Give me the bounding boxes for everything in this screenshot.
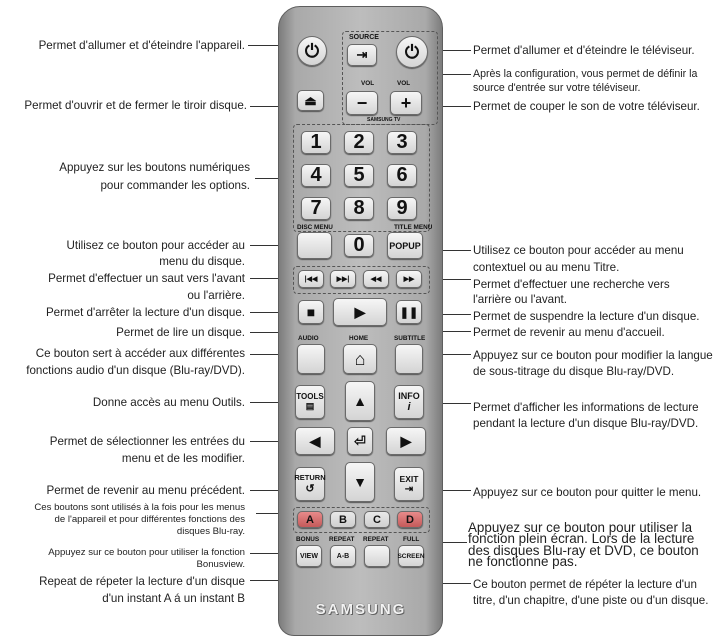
search-forward-button[interactable] — [396, 270, 422, 288]
label-source-1: Après la configuration, vous permet de définir la — [473, 68, 698, 80]
fast-forward-icon: ▶▶ — [403, 276, 415, 283]
label-audio-2: fonctions audio d'un disque (Blu-ray/DVD). — [26, 364, 245, 377]
pause-button[interactable] — [396, 300, 422, 324]
source-button[interactable] — [347, 44, 377, 66]
digit-0-button[interactable]: 0 — [344, 234, 374, 257]
label-bonusview-2: Bonusview. — [196, 559, 245, 570]
title-menu-label: TITLE MENU — [394, 224, 433, 231]
label-nav-1: Permet de sélectionner les entrées du — [49, 435, 245, 448]
c-button[interactable]: C — [364, 511, 390, 528]
source-label: SOURCE — [349, 34, 379, 41]
label-home: Permet de revenir au menu d'accueil. — [473, 326, 665, 339]
audio-label: AUDIO — [298, 335, 319, 342]
digit-9-button[interactable]: 9 — [387, 197, 417, 220]
digit-7-button[interactable]: 7 — [301, 197, 331, 220]
label-subtitle-2: de sous-titrage du disque Blu-ray/DVD. — [473, 365, 675, 378]
remote-control — [278, 6, 443, 636]
label-repeat-ab-2: d'un instant A á un instant B — [102, 592, 245, 605]
label-nav-2: menu et de les modifier. — [121, 452, 245, 465]
exit-icon: ⇥ — [404, 483, 414, 495]
enter-button[interactable] — [347, 427, 373, 455]
label-fullscreen-2: fonction plein écran. Lors de la lecture — [468, 531, 695, 546]
skip-back-icon: |◀◀ — [304, 276, 318, 283]
label-fullscreen-1: Appuyez sur ce bouton pour utiliser la — [468, 520, 693, 535]
digit-4-button[interactable]: 4 — [301, 164, 331, 187]
label-return: Permet de revenir au menu précédent. — [46, 484, 245, 497]
rewind-icon: ◀◀ — [370, 276, 382, 283]
exit-label: EXIT — [399, 473, 419, 484]
label-popup-1: Utilisez ce bouton pour accéder au menu — [473, 244, 684, 257]
up-arrow-icon: ▲ — [353, 393, 367, 409]
label-mute: Permet de couper le son de votre téléviseur. — [473, 100, 700, 113]
d-button[interactable]: D — [397, 511, 423, 528]
stop-icon: ■ — [306, 304, 316, 320]
enter-icon: ⏎ — [354, 432, 366, 449]
label-repeat-1: Ce bouton permet de répéter la lecture d'un — [473, 578, 697, 591]
label-disc-menu-1: Utilisez ce bouton pour accéder au — [66, 239, 245, 252]
b-button[interactable]: B — [330, 511, 356, 528]
label-search-1: Permet d'effectuer une recherche vers — [473, 278, 670, 291]
subtitle-button[interactable] — [395, 344, 423, 374]
label-eject: Permet d'ouvrir et de fermer le tiroir disque. — [24, 99, 247, 112]
power-button[interactable] — [297, 36, 327, 66]
tv-power-button[interactable] — [396, 36, 428, 68]
a-button[interactable]: A — [297, 511, 323, 528]
subtitle-label: SUBTITLE — [394, 335, 426, 342]
label-skip-1: Permet d'effectuer un saut vers l'avant — [48, 272, 245, 285]
label-fullscreen-3: des disques Blu-ray et DVD, ce bouton — [468, 543, 699, 558]
left-arrow-button[interactable] — [295, 427, 335, 455]
label-disc-menu-2: menu du disque. — [159, 255, 245, 268]
right-arrow-icon: ▶ — [400, 432, 412, 449]
samsung-tv-label: SAMSUNG TV — [367, 117, 401, 123]
minus-icon: − — [356, 92, 368, 113]
label-popup-2: contextuel ou au menu Titre. — [473, 261, 620, 274]
label-numeric-1: Appuyez sur les boutons numériques — [59, 161, 250, 174]
play-button[interactable] — [333, 298, 387, 326]
label-info-2: pendant la lecture d'un disque Blu-ray/DVD. — [473, 417, 699, 430]
stop-button[interactable] — [298, 300, 324, 324]
label-repeat-ab-1: Repeat de répeter la lecture d'un disque — [39, 575, 245, 588]
label-power-tv: Permet d'allumer et d'éteindre le téléviseur. — [473, 44, 695, 57]
label-power-device: Permet d'allumer et d'éteindre l'appareil. — [38, 39, 245, 52]
return-label: RETURN — [294, 473, 326, 482]
bonus-label: BONUS — [296, 536, 320, 543]
up-arrow-button[interactable] — [345, 381, 375, 421]
info-button[interactable] — [394, 385, 424, 419]
power-icon: ⏻ — [304, 40, 320, 61]
right-arrow-button[interactable] — [386, 427, 426, 455]
skip-forward-button[interactable] — [330, 270, 356, 288]
repeat-label: REPEAT — [329, 536, 355, 543]
pause-icon: ❚❚ — [399, 306, 419, 319]
down-arrow-button[interactable] — [345, 462, 375, 502]
label-play: Permet de lire un disque. — [116, 326, 245, 339]
play-icon: ▶ — [354, 303, 366, 320]
tools-icon: ▤ — [305, 401, 315, 411]
skip-forward-icon: ▶▶| — [336, 276, 350, 283]
home-label: HOME — [349, 335, 369, 342]
digit-3-button[interactable]: 3 — [387, 131, 417, 154]
return-icon: ↺ — [305, 483, 315, 495]
full-screen-button[interactable]: SCREEN — [398, 545, 424, 567]
label-numeric-2: pour commander les options. — [100, 179, 250, 192]
label-search-2: l'arrière ou l'avant. — [473, 293, 568, 306]
digit-8-button[interactable]: 8 — [344, 197, 374, 220]
source-icon: ⇥ — [356, 47, 368, 62]
label-audio-1: Ce bouton sert à accéder aux différentes — [35, 347, 245, 360]
info-icon: i — [407, 401, 411, 413]
tools-button[interactable] — [295, 385, 325, 419]
digit-2-button[interactable]: 2 — [344, 131, 374, 154]
samsung-logo: SAMSUNG — [315, 601, 407, 618]
info-label: INFO — [398, 391, 420, 401]
tools-label: TOOLS — [296, 392, 324, 401]
eject-icon: ⏏ — [304, 92, 317, 108]
full-label: FULL — [403, 536, 420, 543]
vol-label: VOL — [397, 80, 411, 87]
label-fullscreen-4: ne fonctionne pas. — [468, 554, 578, 569]
repeat-ab-button[interactable]: A-B — [330, 545, 356, 567]
label-source-2: source d'entrée sur votre téléviseur. — [473, 82, 641, 94]
audio-button[interactable] — [297, 344, 325, 374]
volume-down-button[interactable] — [346, 91, 378, 115]
label-bonusview-1: Appuyez sur ce bouton pour utiliser la fonction — [48, 547, 245, 558]
label-info-1: Permet d'afficher les informations de lecture — [473, 401, 699, 414]
label-repeat-2: titre, d'un chapitre, d'une piste ou d'un disque. — [473, 594, 709, 607]
label-tools: Donne accès au menu Outils. — [92, 396, 245, 409]
disc-menu-label: DISC MENU — [297, 224, 333, 231]
digit-1-button[interactable]: 1 — [301, 131, 331, 154]
exit-button[interactable] — [394, 467, 424, 501]
skip-back-button[interactable] — [298, 270, 324, 288]
eject-button[interactable] — [297, 90, 324, 111]
plus-icon: + — [400, 92, 412, 113]
digit-6-button[interactable]: 6 — [387, 164, 417, 187]
repeat-button[interactable] — [364, 545, 390, 567]
search-back-button[interactable] — [363, 270, 389, 288]
volume-up-button[interactable] — [390, 91, 422, 115]
repeat-label: REPEAT — [363, 536, 389, 543]
label-color-1: Ces boutons sont utilisés à la fois pour les menus — [34, 502, 245, 513]
vol-label: VOL — [361, 80, 375, 87]
label-skip-2: ou l'arrière. — [187, 289, 245, 302]
disc-menu-button[interactable] — [297, 232, 332, 259]
label-color-2: de l'appareil et pour différentes fonctions des — [54, 514, 245, 525]
label-stop: Permet d'arrêter la lecture d'un disque. — [45, 306, 245, 319]
label-color-3: disques Blu-ray. — [176, 526, 245, 537]
bonusview-button[interactable]: VIEW — [296, 545, 322, 567]
left-arrow-icon: ◀ — [309, 432, 321, 449]
popup-button[interactable]: POPUP — [387, 232, 423, 259]
label-subtitle-1: Appuyez sur ce bouton pour modifier la langue — [473, 349, 713, 362]
label-pause: Permet de suspendre la lecture d'un disque. — [473, 310, 700, 323]
down-arrow-icon: ▼ — [353, 474, 367, 490]
home-button[interactable] — [343, 344, 377, 374]
power-icon: ⏻ — [404, 41, 420, 62]
home-icon: ⌂ — [354, 348, 366, 369]
return-button[interactable] — [295, 467, 325, 501]
digit-5-button[interactable]: 5 — [344, 164, 374, 187]
label-exit: Appuyez sur ce bouton pour quitter le menu. — [473, 486, 702, 499]
